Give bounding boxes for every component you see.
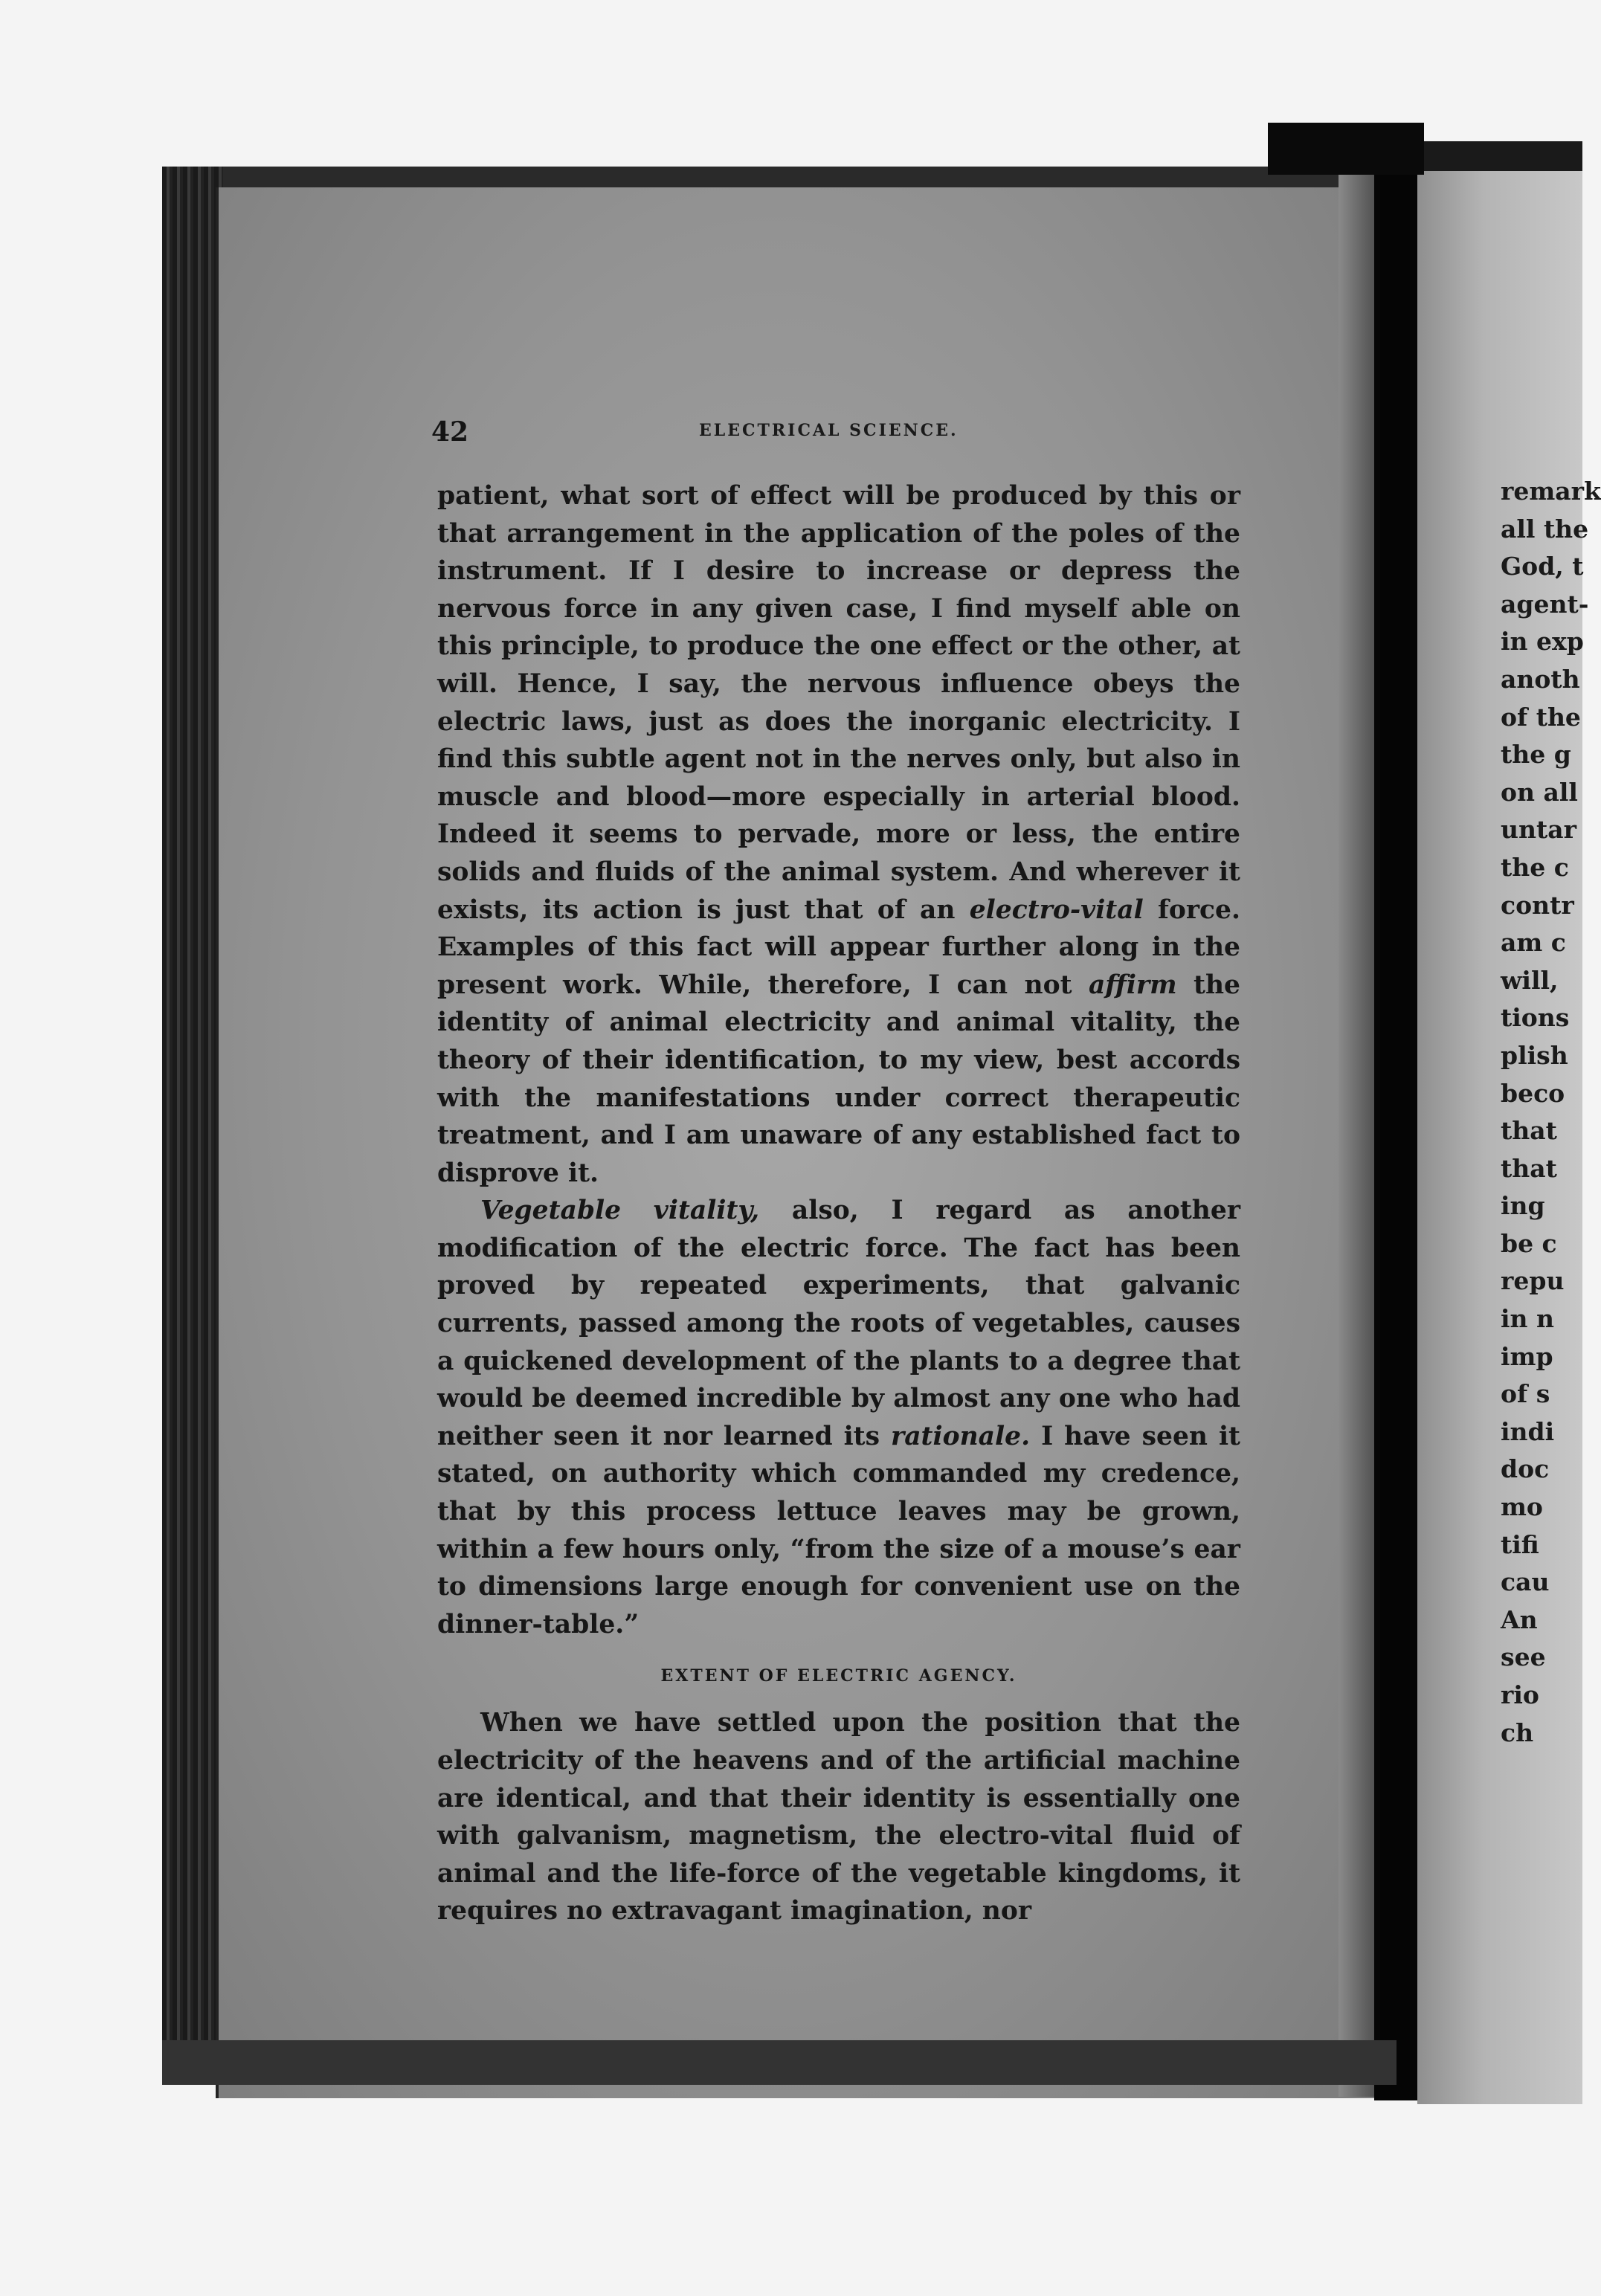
facing-page-line: see: [1501, 1642, 1546, 1672]
facing-page-line: contr: [1501, 890, 1574, 920]
facing-page-line: remark: [1501, 477, 1601, 506]
right-page-top-edge: [1417, 141, 1582, 171]
binding-strip: [1374, 123, 1417, 2100]
facing-page-line: am c: [1501, 928, 1566, 958]
section-heading: EXTENT OF ELECTRIC AGENCY.: [660, 1666, 1017, 1686]
facing-page-line: ch: [1501, 1718, 1534, 1747]
paragraph-text: also, I regard as another modification of the electric force. The fact has been proved by repeated experiments, that galvanic currents, passed among the roots of vegetables, causes a quickened development of the plants to a degree that would be deemed incredible by almost any one who had neither seen it nor learned its: [437, 1196, 1241, 1451]
facing-page-line: agent-: [1501, 589, 1589, 619]
paragraph-3: When we have settled upon the position that the electricity of the heavens and of the artificial machine are identical, and that their identity is essentially one with galvanism, magnetism, the electro-vital fluid of animal and the life-force of the vegetable kingdoms, it requires no extravagant imagination, nor: [437, 1708, 1240, 1926]
paragraph-1: [437, 477, 1240, 1192]
italic-term: electro-vital: [969, 894, 1144, 925]
facing-page-line: imp: [1501, 1341, 1553, 1371]
facing-page-line: of s: [1501, 1379, 1550, 1409]
facing-page-line: doc: [1501, 1454, 1550, 1484]
facing-page-line: rio: [1501, 1680, 1539, 1709]
facing-page-line: all the: [1501, 514, 1589, 544]
italic-term: affirm: [1088, 970, 1177, 1000]
facing-page-line: An: [1501, 1605, 1538, 1634]
facing-page-line: will,: [1501, 965, 1559, 995]
facing-page-line: the g: [1501, 740, 1571, 770]
paragraph-text: I have seen it stated, on authority which commanded my credence, that by this process lettuce leaves may be grown, within a few hours only, “from the size of a mouse’s ear to dimensions large enough for convenient use on the dinner-table.”: [437, 1421, 1240, 1639]
facing-page-line: ing: [1501, 1191, 1545, 1221]
italic-term: Vegetable vitality,: [480, 1196, 760, 1226]
book-bottom-edge: [162, 2040, 1397, 2085]
facing-page-line: repu: [1501, 1266, 1565, 1296]
facing-page-line: in n: [1501, 1304, 1555, 1334]
facing-page-line: that: [1501, 1116, 1557, 1146]
running-head: ELECTRICAL SCIENCE.: [699, 421, 959, 440]
facing-page-line: tifi: [1501, 1529, 1539, 1559]
book-page-edges: [162, 167, 223, 2070]
facing-page-line: on all: [1501, 777, 1578, 807]
page-body: [437, 477, 1240, 1930]
facing-page-line: beco: [1501, 1078, 1565, 1108]
facing-page-line: of the: [1501, 702, 1581, 732]
facing-page-line: the c: [1501, 852, 1569, 882]
paragraph-text: the identity of animal electricity and animal vitality, the theory of their identification, to my view, best accords with the manifestations under correct therapeutic treatment, and I am unaware of any established fact to disprove it.: [437, 970, 1240, 1188]
italic-term: rationale.: [891, 1421, 1031, 1451]
facing-page-line: be c: [1501, 1228, 1557, 1258]
facing-page-line: plish: [1501, 1040, 1568, 1070]
facing-page-line: cau: [1501, 1567, 1550, 1597]
facing-page-line: God, t: [1501, 552, 1584, 581]
binding-tab: [1268, 123, 1424, 175]
facing-page-line: mo: [1501, 1492, 1543, 1522]
facing-page-line: indi: [1501, 1416, 1555, 1446]
facing-page-line: that: [1501, 1153, 1557, 1183]
facing-page-text: [1501, 473, 1601, 1752]
paragraph-text: patient, what sort of effect will be produced by this or that arrangement in the application of the poles of the instrument. If I desire to increase or depress the nervous force in any given case, I find myself able on this principle, to produce the one effect or the other, at will. Hence, I say, the nervous influence obeys the electric laws, just as does the inorganic electricity. I find this subtle agent not in the nerves only, but also in muscle and blood—more especially in arterial blood. Indeed it seems to pervade, more or less, the entire solids and fluids of the animal system. And wherever it exists, its action is just that of an: [437, 481, 1240, 925]
paragraph-text: force. Examples of this fact will appear further along in the present work. While, therefore, I can not: [437, 894, 1240, 1000]
facing-page-line: anoth: [1501, 664, 1580, 694]
page-number: 42: [431, 416, 469, 448]
facing-page-line: tions: [1501, 1003, 1570, 1033]
paragraph-2: [437, 1192, 1240, 1643]
page-header: [431, 416, 1249, 454]
facing-page-line: untar: [1501, 815, 1576, 845]
facing-page-line: in exp: [1501, 627, 1584, 657]
